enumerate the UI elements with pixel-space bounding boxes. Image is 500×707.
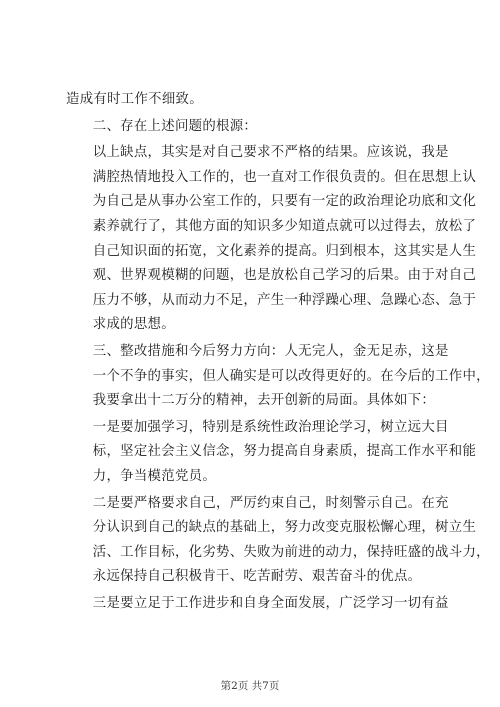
text-line: 二、存在上述问题的根源： [92, 118, 258, 134]
text-line: 我要拿出十二万分的精神，去开创新的局面。具体如下： [92, 393, 436, 409]
text-line: 分认识到自己的缺点的基础上，努力改变克服松懈心理，树立生 [92, 520, 477, 536]
text-line: 标，坚定社会主义信念，努力提高自身素质，提高工作水平和能 [92, 444, 477, 460]
text-line: 自己知识面的拓宽，文化素养的提高。归到根本，这其实是人生 [92, 243, 477, 259]
text-line: 一是要加强学习，特别是系统性政治理论学习，树立远大目 [92, 419, 449, 435]
text-line: 活、工作目标，化劣势、失败为前进的动力，保持旺盛的战斗力， [92, 544, 490, 560]
text-line: 一个不争的事实，但人确实是可以改得更好的。在今后的工作中， [92, 368, 490, 384]
text-line: 造成有时工作不细致。 [66, 92, 203, 107]
page-number-footer: 第2页 共7页 [220, 680, 280, 692]
text-line: 三是要立足于工作进步和自身全面发展，广泛学习一切有益 [92, 595, 449, 611]
paragraph-rectification-direction [66, 340, 490, 414]
text-line: 二是要严格要求自己，严厉约束自己，时刻警示自己。在充 [92, 495, 449, 511]
text-line: 观、世界观模糊的问题，也是放松自己学习的后果。由于对自己 [92, 268, 477, 284]
text-line: 素养就行了，其他方面的知识多少知道点就可以过得去，放松了 [92, 218, 477, 234]
section-heading-root-causes [66, 115, 436, 140]
text-line: 满腔热情地投入工作的，也一直对工作很负责的。但在思想上认 [92, 169, 477, 185]
text-line: 压力不够，从而动力不足，产生一种浮躁心理、急躁心态、急于 [92, 292, 477, 308]
text-line: 求成的思想。 [92, 317, 175, 333]
text-line: 三、整改措施和今后努力方向：人无完人，金无足赤，这是 [92, 343, 449, 359]
text-line: 永远保持自己积极肯干、吃苦耐劳、艰苦奋斗的优点。 [92, 569, 422, 585]
paragraph-root-causes [66, 141, 477, 338]
text-line: 为自己是从事办公室工作的，只要有一定的政治理论功底和文化 [92, 194, 477, 210]
paragraph-measure-one [66, 416, 477, 490]
text-line: 以上缺点，其实是对自己要求不严格的结果。应该说，我是 [92, 145, 449, 161]
document-body [66, 88, 490, 618]
paragraph-continuation [66, 88, 436, 113]
text-line: 力，争当模范党员。 [92, 468, 217, 484]
paragraph-measure-two [66, 492, 490, 590]
paragraph-measure-three [66, 592, 449, 617]
